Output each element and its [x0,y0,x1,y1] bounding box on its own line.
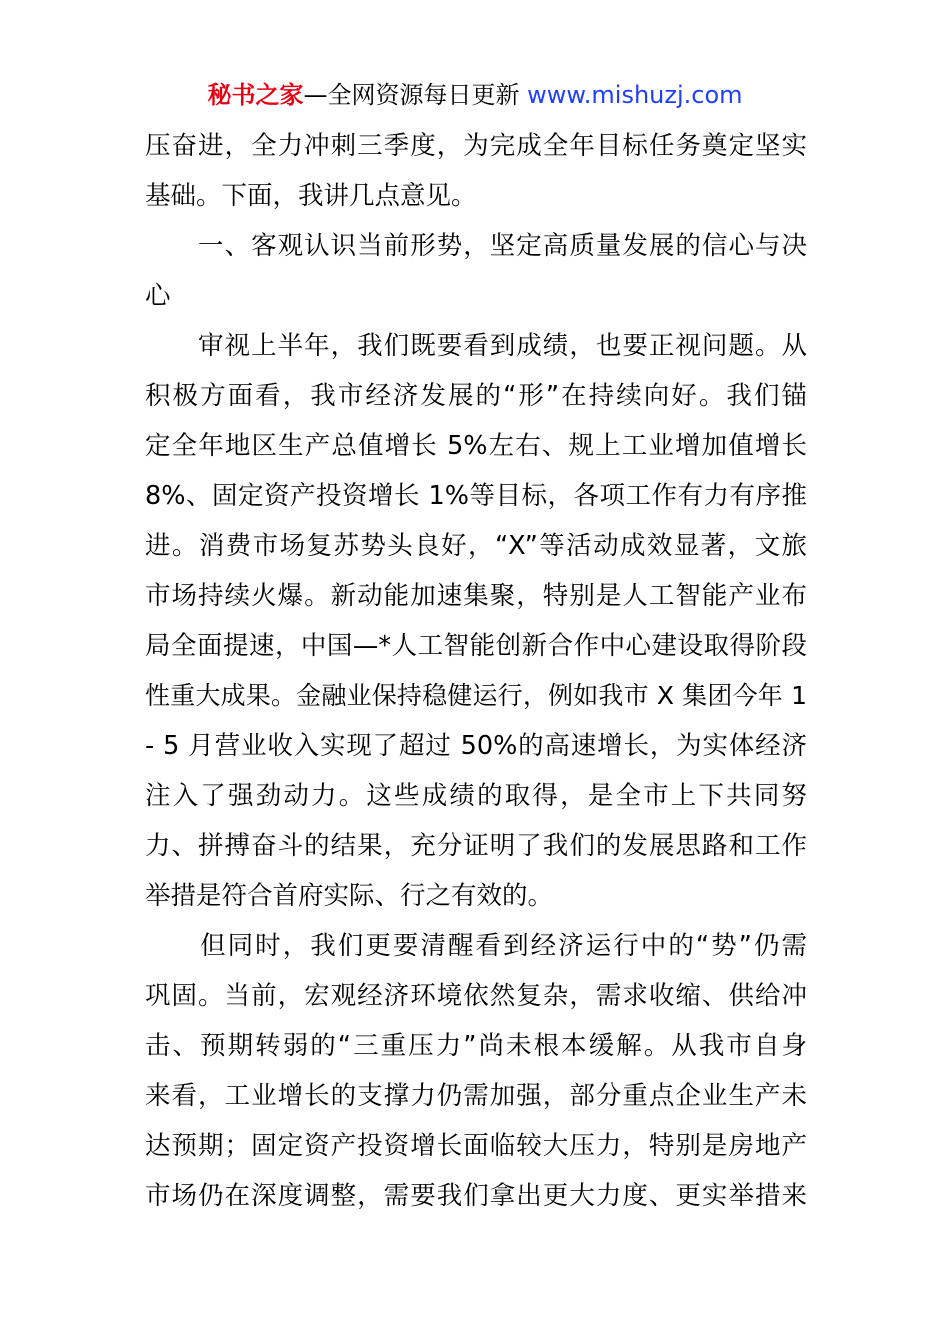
body-text [145,121,807,1221]
text-line: 定全年地区生产总值增长 5%左右、规上工业增加值增长 [145,431,807,461]
text-line: 来看，工业增长的支撑力仍需加强，部分重点企业生产未 [145,1081,807,1111]
text-line: 审视上半年，我们既要看到成绩，也要正视问题。从 [145,331,807,361]
text-line: 一、客观认识当前形势，坚定高质量发展的信心与决 [145,231,807,261]
text-line: 力、拼搏奋斗的结果，充分证明了我们的发展思路和工作 [145,831,807,861]
text-line: 巩固。当前，宏观经济环境依然复杂，需求收缩、供给冲 [145,981,807,1011]
text-line: 心 [145,281,171,311]
text-line: 积极方面看，我市经济发展的“形”在持续向好。我们锚 [145,381,807,411]
page-header [0,78,950,112]
text-line: 市场持续火爆。新动能加速集聚，特别是人工智能产业布 [145,581,807,611]
text-line: 注入了强劲动力。这些成绩的取得，是全市上下共同努 [145,781,807,811]
header-brand: 秘书之家 [207,81,304,109]
text-line: 达预期；固定资产投资增长面临较大压力，特别是房地产 [145,1131,807,1161]
text-line: 市场仍在深度调整，需要我们拿出更大力度、更实举措来 [145,1181,807,1211]
text-line: - 5 月营业收入实现了超过 50%的高速增长，为实体经济 [145,731,807,761]
text-line: 击、预期转弱的“三重压力”尚未根本缓解。从我市自身 [145,1031,807,1061]
text-line: 举措是符合首府实际、行之有效的。 [145,881,554,911]
header-url: www.mishuzj.com [527,81,743,109]
text-line: 基础。下面，我讲几点意见。 [145,181,477,211]
text-line: 局全面提速，中国—*人工智能创新合作中心建设取得阶段 [145,631,807,661]
text-line: 压奋进，全力冲刺三季度，为完成全年目标任务奠定坚实 [145,131,807,161]
header-tagline: —全网资源每日更新 [303,81,528,109]
text-line: 8%、固定资产投资增长 1%等目标，各项工作有力有序推 [145,481,807,511]
text-line: 进。消费市场复苏势头良好，“X”等活动成效显著，文旅 [145,531,807,561]
text-line: 性重大成果。金融业保持稳健运行，例如我市 X 集团今年 1 [145,681,807,710]
text-line: 但同时，我们更要清醒看到经济运行中的“势”仍需 [145,931,807,961]
